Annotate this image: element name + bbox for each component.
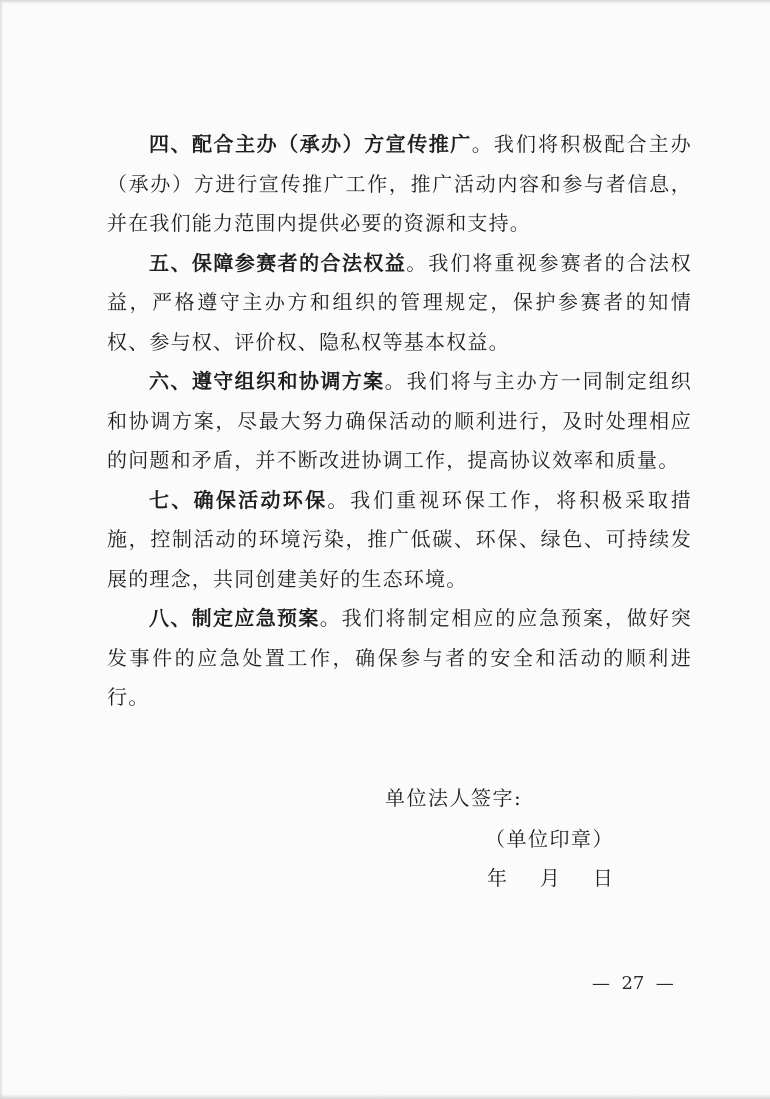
commitment-body [107,125,692,718]
scan-edge-bottom [0,1094,770,1099]
scan-edge-left [0,0,3,1099]
paragraph-emergency-plan [107,599,692,718]
paragraph-participant-rights [107,244,692,363]
paragraph-heading: 七、确保活动环保 [149,487,328,512]
paragraph-text: 。我们将重视参赛者的合法权益，严格遵守主办方和组织的管理规定，保护参赛者的知情权、参与权、评价权、隐私权等基本权益。 [107,250,692,354]
paragraph-promotion [107,125,692,244]
paragraph-heading: 四、配合主办（承办）方宣传推广 [149,132,472,156]
scan-edge-top [0,0,770,4]
paragraph-text: 。我们重视环保工作，将积极采取措施，控制活动的环境污染，推广低碳、环保、绿色、可持续发展的理念，共同创建美好的生态环境。 [107,487,692,591]
page-number: — 27 — [592,973,674,994]
paragraph-heading: 六、遵守组织和协调方案 [149,369,385,393]
paragraph-coordination [107,362,692,481]
paragraph-text: 。我们将制定相应的应急预案，做好突发事件的应急处置工作，确保参与者的安全和活动的顺利进行。 [107,606,692,709]
legal-representative-signature-label: 单位法人签字: [385,786,523,810]
paragraph-heading: 五、保障参赛者的合法权益 [149,250,407,275]
paragraph-text: 。我们将积极配合主办（承办）方进行宣传推广工作，推广活动内容和参与者信息，并在我们能力范围内提供必要的资源和支持。 [107,132,692,235]
signature-date-label: 年 月 日 [487,866,615,890]
organization-seal-label: （单位印章） [485,827,614,851]
paragraph-text: 。我们将与主办方一同制定组织和协调方案，尽最大努力确保活动的顺利进行，及时处理相应的问题和矛盾，并不断改进协调工作，提高协议效率和质量。 [107,369,692,472]
paragraph-heading: 八、制定应急预案 [149,606,320,630]
paragraph-environment [107,481,692,600]
